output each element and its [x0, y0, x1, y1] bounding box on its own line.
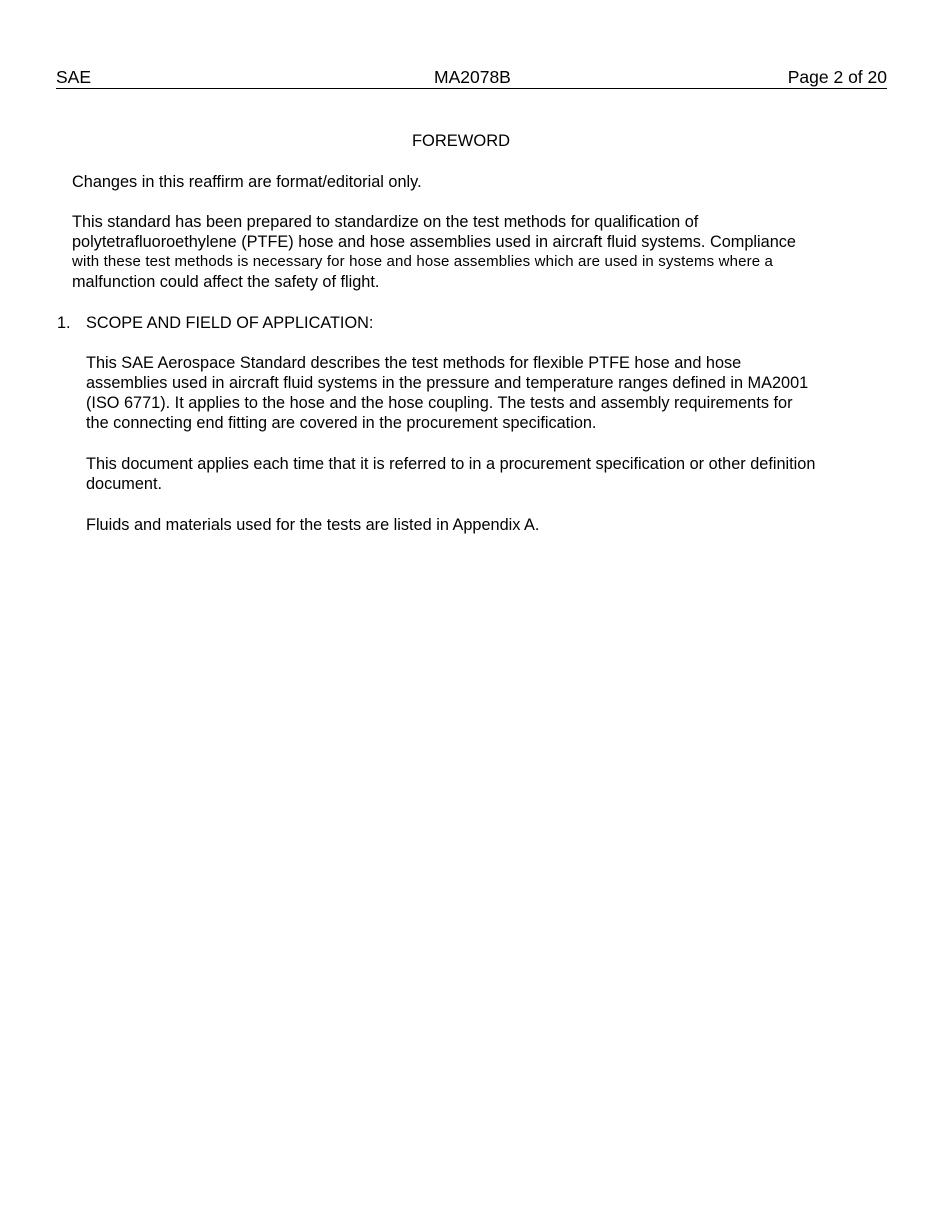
text-line: Fluids and materials used for the tests are listed in Appendix A.: [86, 516, 540, 534]
foreword-paragraph-1: [72, 172, 422, 192]
foreword-title: FOREWORD: [411, 132, 511, 150]
text-line: malfunction could affect the safety of flight.: [72, 273, 380, 291]
header-document-number: MA2078B: [434, 67, 511, 87]
text-line: assemblies used in aircraft fluid systems in the pressure and temperature ranges defined in MA2001: [86, 374, 809, 392]
section-number: 1.: [57, 314, 71, 332]
text-line: document.: [86, 475, 163, 493]
text-line: Changes in this reaffirm are format/editorial only.: [72, 173, 422, 191]
scope-paragraph-3: [86, 515, 539, 535]
section-title: SCOPE AND FIELD OF APPLICATION:: [86, 314, 374, 332]
header-organization: SAE: [56, 67, 92, 87]
scope-paragraph-1: [86, 353, 808, 433]
text-line: the connecting end fitting are covered in the procurement specification.: [86, 414, 597, 432]
text-line: This document applies each time that it is referred to in a procurement specification or other definition: [86, 455, 816, 473]
text-line: This SAE Aerospace Standard describes the test methods for flexible PTFE hose and hose: [86, 354, 742, 372]
scope-paragraph-2: [86, 454, 815, 494]
page-header: [56, 66, 887, 89]
text-line: polytetrafluoroethylene (PTFE) hose and hose assemblies used in aircraft fluid systems. Compliance: [72, 233, 796, 251]
foreword-paragraph-2: [72, 212, 796, 292]
header-page-number: Page 2 of 20: [787, 67, 887, 87]
text-line: This standard has been prepared to standardize on the test methods for qualification of: [72, 213, 699, 231]
text-line: (ISO 6771). It applies to the hose and the hose coupling. The tests and assembly requirements for: [86, 394, 793, 412]
text-line: with these test methods is necessary for hose and hose assemblies which are used in systems where a: [72, 253, 774, 270]
